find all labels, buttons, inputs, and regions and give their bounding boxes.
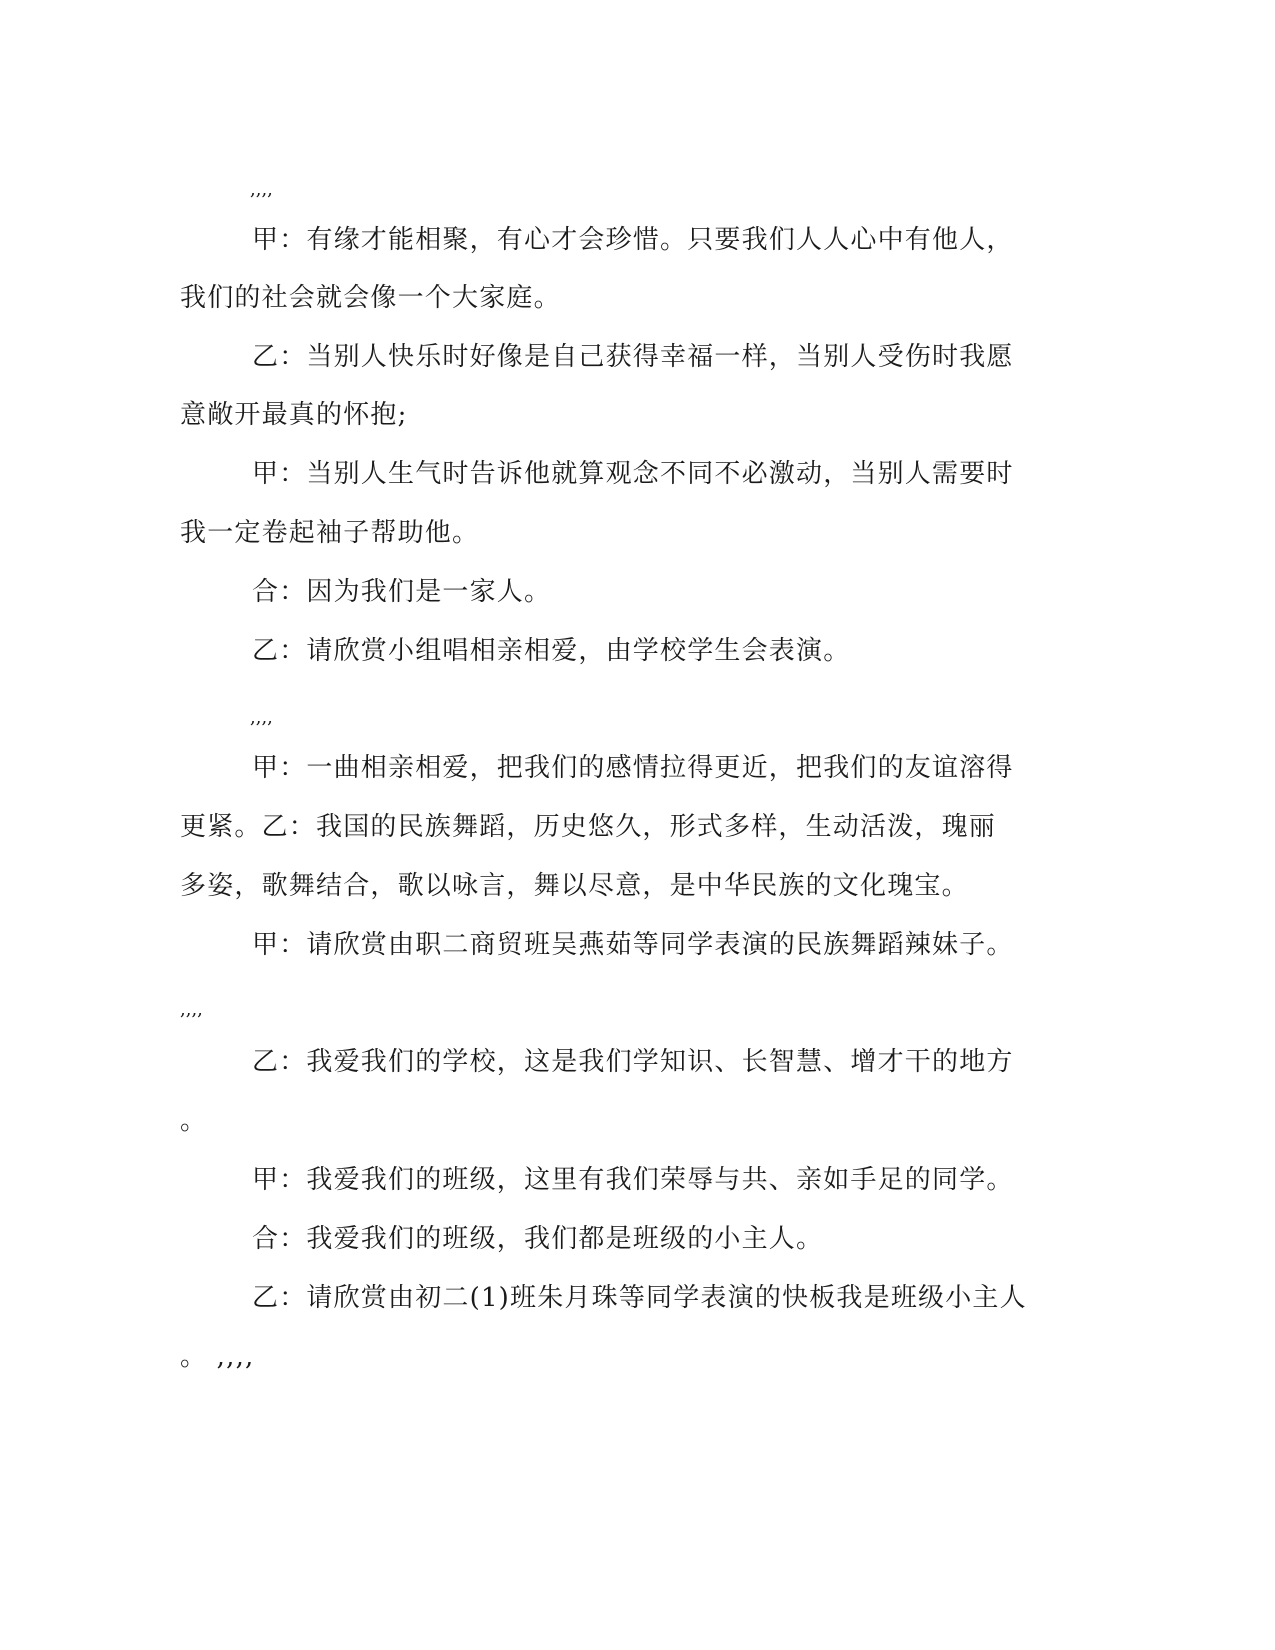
- text-line: 乙：我爱我们的学校，这是我们学知识、长智慧、增才干的地方: [252, 1047, 1014, 1077]
- text-line: 更紧。乙：我国的民族舞蹈，历史悠久，形式多样，生动活泼，瑰丽: [180, 812, 997, 842]
- text-line: 我们的社会就会像一个大家庭。: [180, 283, 561, 313]
- text-line: 。: [180, 1106, 208, 1136]
- text-line: 乙：当别人快乐时好像是自己获得幸福一样，当别人受伤时我愿: [252, 342, 1014, 372]
- text-line: 多姿，歌舞结合，歌以咏言，舞以尽意，是中华民族的文化瑰宝。: [180, 871, 969, 901]
- text-line: ,,,,: [250, 179, 273, 200]
- text-line: 甲：我爱我们的班级，这里有我们荣辱与共、亲如手足的同学。: [252, 1165, 1014, 1195]
- text-line: 合：我爱我们的班级，我们都是班级的小主人。: [252, 1224, 824, 1254]
- text-line: 我一定卷起袖子帮助他。: [180, 518, 480, 548]
- text-line: 甲：有缘才能相聚，有心才会珍惜。只要我们人人心中有他人，: [252, 225, 1014, 255]
- text-line: 甲：当别人生气时告诉他就算观念不同不必激动，当别人需要时: [252, 459, 1014, 489]
- text-line: 意敞开最真的怀抱;: [180, 400, 408, 430]
- text-line: 甲：请欣赏由职二商贸班吴燕茹等同学表演的民族舞蹈辣妹子。: [252, 930, 1014, 960]
- text-line: 乙：请欣赏小组唱相亲相爱，由学校学生会表演。: [252, 636, 851, 666]
- text-line: ,,,,: [250, 707, 273, 728]
- text-line: 甲：一曲相亲相爱，把我们的感情拉得更近，把我们的友谊溶得: [252, 753, 1014, 783]
- text-line: 乙：请欣赏由初二(1)班朱月珠等同学表演的快板我是班级小主人: [252, 1283, 1027, 1313]
- text-line: 。 ,,,,: [180, 1342, 255, 1372]
- text-line: ,,,,: [180, 999, 203, 1020]
- text-line: 合：因为我们是一家人。: [252, 577, 552, 607]
